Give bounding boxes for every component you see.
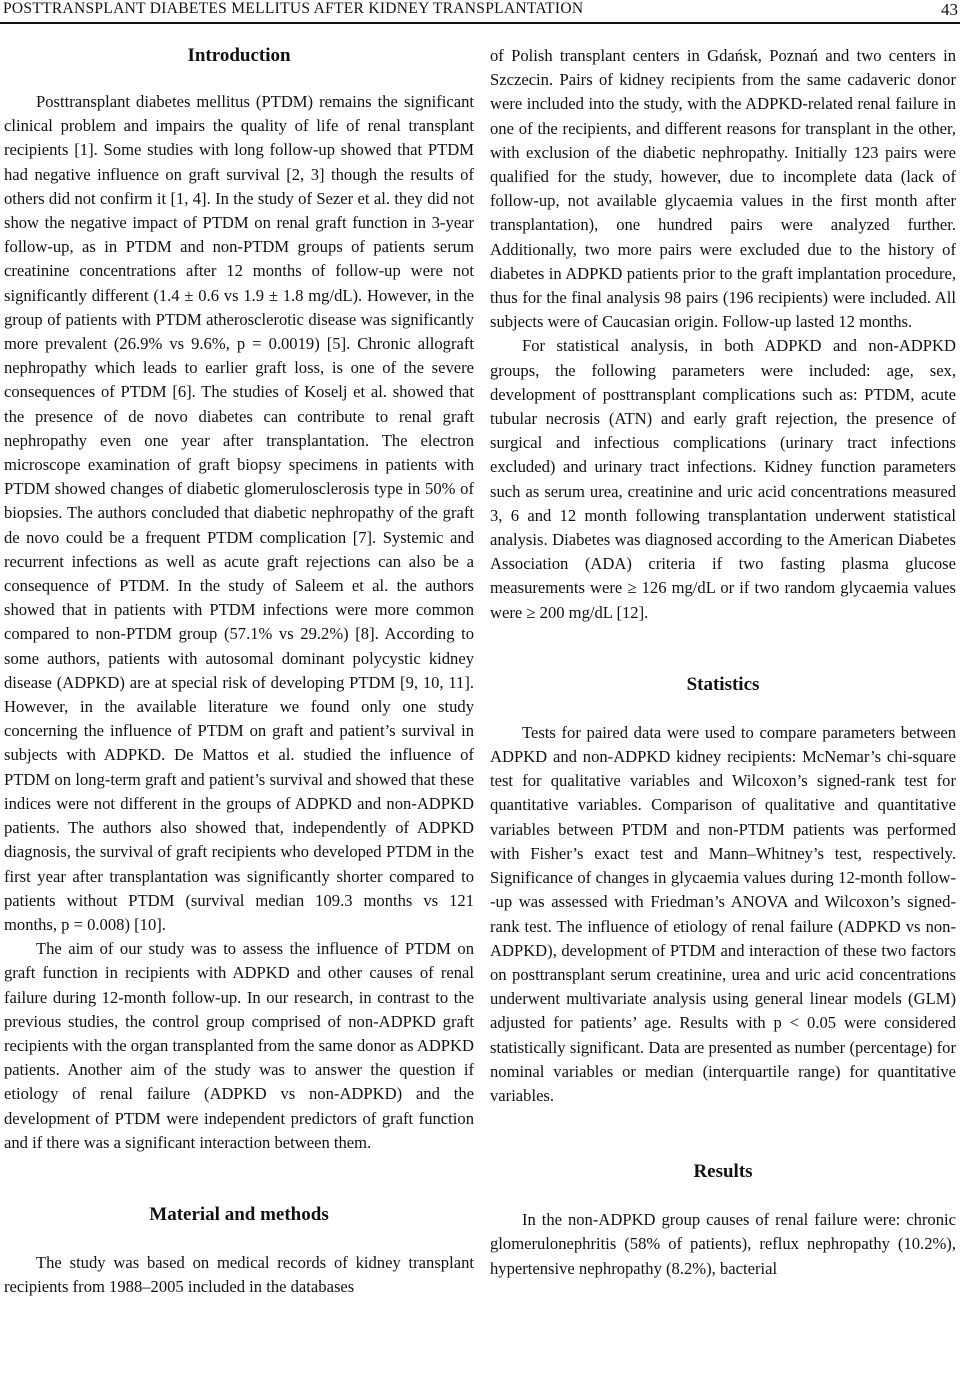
- right-column: [490, 44, 956, 1281]
- introduction-paragraph-1: Posttransplant diabetes mellitus (PTDM) remains the significant clinical problem and impairs the quality of life of renal transplant recipients [1]. Some studies with long follow-up showed that PTDM had negative influence on graft survival [2, 3] though the results of others did not confirm it [1, 4]. In the study of Sezer et al. they did not show the negative impact of PTDM on renal graft function in 3-year follow-up, as in PTDM and non-PTDM groups of patients serum creatinine concentrations after 12 months of follow-up were not significantly different (1.4 ± 0.6 vs 1.9 ± 1.8 mg/dL). However, in the group of patients with PTDM atherosclerotic disease was significantly more prevalent (26.9% vs 9.6%, p = 0.0019) [5]. Chronic allograft nephropathy which leads to earlier graft loss, is one of the severe consequences of PTDM [6]. The studies of Koselj et al. showed that the presence of de novo diabetes can contribute to renal graft nephropathy even one year after transplantation. The electron microscope examination of graft biopsy specimens in patients with PTDM showed changes of diabetic glomerulosclerosis type in 50% of biopsies. The authors concluded that diabetic nephropathy of the graft de novo could be a frequent PTDM complication [7]. Systemic and recurrent infections as well as acute graft rejections can also be a consequence of PTDM. In the study of Saleem et al. the authors showed that in patients with PTDM infections were more common compared to non-PTDM group (57.1% vs 29.2%) [8]. According to some authors, patients with autosomal dominant polycystic kidney disease (ADPKD) are at special risk of developing PTDM [9, 10, 11]. However, in the available literature we found only one study concerning the influence of PTDM on graft and patient’s survival in subjects with ADPKD. De Mattos et al. studied the influence of PTDM on long-term graft and patient’s survival and showed that these indices were not different in the groups of ADPKD and non-ADPKD patients. The authors also showed that, independently of ADPKD diagnosis, the survival of graft recipients who developed PTDM in the first year after transplantation was significantly shorter compared to patients without PTDM (survival median 109.3 months vs 121 months, p = 0.008) [10].: [4, 92, 474, 934]
- methods-paragraph-1: The study was based on medical records of kidney transplant recipients from 1988–2005 included in the databases: [4, 1252, 474, 1297]
- running-header: [0, 0, 960, 24]
- methods-paragraph-1-continued: of Polish transplant centers in Gdańsk, Poznań and two centers in Szczecin. Pairs of kidney recipients from the same cadaveric donor were included into the study, with the ADPKD-related renal failure in one of the recipients, and different reasons for transplant in the other, with exclusion of the diabetic nephropathy. Initially 123 pairs were qualified for the study, however, due to incomplete data (lack of follow-up, not available glycaemia values in the first month after transplantation), one hundred pairs were analyzed further. Additionally, two more pairs were excluded due to the history of diabetes in ADPKD patients prior to the graft implantation procedure, thus for the final analysis 98 pairs (196 recipients) were included. All subjects were of Caucasian origin. Follow-up lasted 12 months.: [490, 46, 956, 332]
- results-heading: Results: [693, 1161, 753, 1183]
- statistics-paragraph-1: Tests for paired data were used to compare parameters between ADPKD and non-ADPKD kidney recipients: McNemar’s chi-square test for qualitative variables and Wilcoxon’s signed-rank test for quantitative variables. Comparison of qualitative and quantitative variables between PTDM and non-PTDM patients was performed with Fisher’s exact test and Mann–Whitney’s test, respectively. Significance of changes in glycaemia values during 12-month follow--up was assessed with Friedman’s ANOVA and Wilcoxon’s signed-rank test. The influence of etiology of renal failure (ADPKD vs non-ADPKD), development of PTDM and interaction of these two factors on posttransplant serum creatinine, urea and uric acid concentrations underwent multivariate analysis using general linear models (GLM) adjusted for patients’ age. Results with p < 0.05 were considered statistically significant. Data are presented as number (percentage) for nominal variables or median (interquartile range) for quantitative variables.: [490, 722, 956, 1105]
- methods-paragraph-2: For statistical analysis, in both ADPKD and non-ADPKD groups, the following parameters were included: age, sex, development of posttransplant complications such as: PTDM, acute tubular necrosis (ATN) and early graft rejection, the presence of surgical and infectious complications (urinary tract infections excluded) and urinary tract infections. Kidney function parameters such as serum urea, creatinine and uric acid concentrations measured 3, 6 and 12 month following transplantation underwent statistical analysis. Diabetes was diagnosed according to the American Diabetes Association (ADA) criteria if two fasting plasma glucose measurements were ≥ 126 mg/dL or if two random glycaemia values were ≥ 200 mg/dL [12].: [490, 336, 956, 622]
- page-number: 43: [941, 0, 958, 19]
- left-column: [4, 44, 474, 1299]
- introduction-heading: Introduction: [187, 45, 291, 66]
- results-paragraph-1: In the non-ADPKD group causes of renal failure were: chronic glomerulonephritis (58% of patients), reflux nephropathy (10.2%), hypertensive nephropathy (8.2%), bacterial: [490, 1210, 956, 1278]
- introduction-paragraph-2: The aim of our study was to assess the influence of PTDM on graft function in recipients with ADPKD and other causes of renal failure during 12-month follow-up. In our research, in contrast to the previous studies, the control group comprised of non-ADPKD graft recipients with the organ transplanted from the same donor as ADPKD patients. Another aim of the study was to answer the question if etiology of renal failure (ADPKD vs non-ADPKD) and the development of PTDM were independent predictors of graft function and if there was a significant interaction between them.: [4, 939, 474, 1152]
- running-title: POSTTRANSPLANT DIABETES MELLITUS AFTER KIDNEY TRANSPLANTATION: [3, 0, 584, 17]
- header-divider: [0, 22, 960, 24]
- methods-heading: Material and methods: [149, 1203, 329, 1225]
- statistics-heading: Statistics: [686, 673, 760, 695]
